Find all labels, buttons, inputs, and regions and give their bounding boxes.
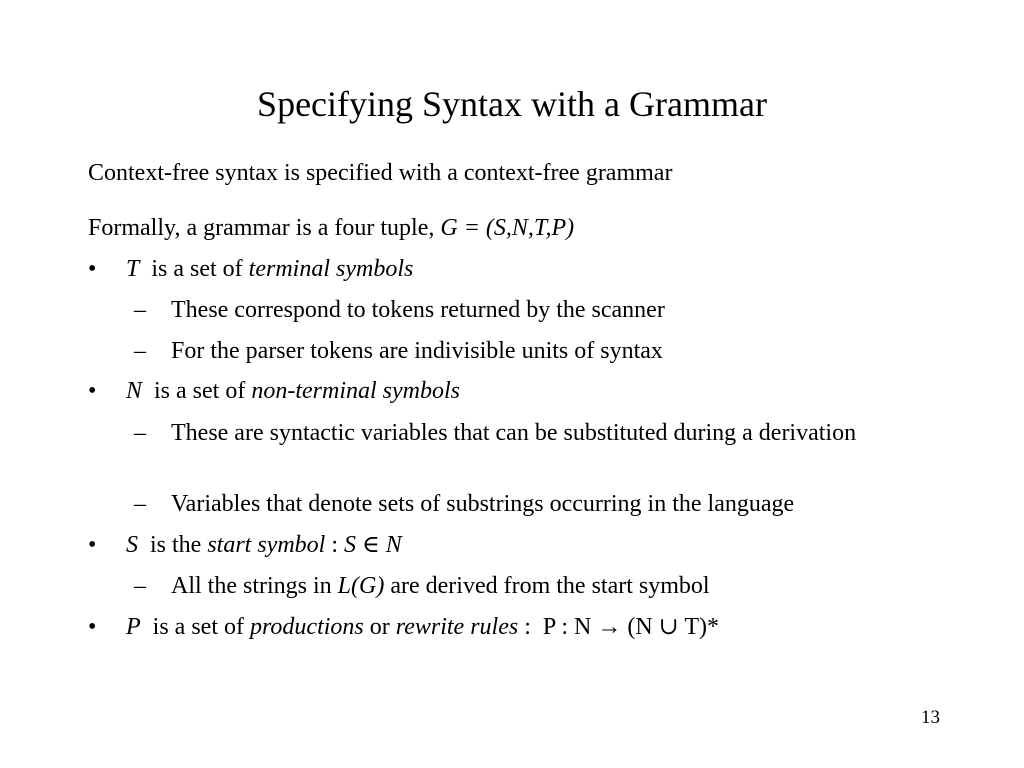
dash-icon: – <box>134 338 146 364</box>
bullet-symbol-t: T <box>126 256 140 282</box>
bullet-symbol-n: N <box>126 378 143 404</box>
term-rewrite-rules: rewrite rules <box>395 614 519 640</box>
bullet-productions <box>126 612 719 642</box>
term-productions: productions <box>249 614 364 640</box>
bullet-terminal-symbols <box>126 254 413 284</box>
intro-line-2 <box>88 213 574 243</box>
sub-bullet-n-2: Variables that denote sets of substrings occurring in the language <box>171 491 795 517</box>
dash-icon: – <box>134 420 146 446</box>
page-number: 13 <box>921 707 940 728</box>
bullet-text: is a set of <box>139 256 249 282</box>
bullet-icon: • <box>88 532 97 558</box>
bullet-text: is the <box>138 532 208 558</box>
formula-s: S <box>344 532 357 558</box>
element-of-symbol: ∈ <box>356 532 386 558</box>
separator: : <box>325 532 345 558</box>
bullet-symbol-p: P <box>126 614 141 640</box>
bullet-text: is a set of <box>140 614 250 640</box>
language-lg: L(G) <box>337 573 385 599</box>
sub-bullet-t-1: These correspond to tokens returned by the scanner <box>171 297 665 323</box>
term-terminal-symbols: terminal symbols <box>248 256 414 282</box>
bullet-icon: • <box>88 614 97 640</box>
sub-bullet-s-1 <box>171 571 710 601</box>
sub-bullet-text: are derived from the start symbol <box>384 573 710 599</box>
dash-icon: – <box>134 297 146 323</box>
term-start-symbol: start symbol <box>207 532 326 558</box>
formula-n: N <box>385 532 402 558</box>
bullet-icon: • <box>88 378 97 404</box>
dash-icon: – <box>134 573 146 599</box>
sub-bullet-n-1: These are syntactic variables that can be substituted during a derivation <box>171 420 857 446</box>
or-text: or <box>363 614 396 640</box>
bullet-start-symbol <box>126 530 402 560</box>
sub-bullet-text: All the strings in <box>171 573 338 599</box>
bullet-non-terminal-symbols <box>126 376 460 406</box>
bullet-text: is a set of <box>142 378 252 404</box>
production-rule: : P : N → (N ∪ T)* <box>518 614 719 640</box>
bullet-icon: • <box>88 256 97 282</box>
grammar-tuple-formula: G = (S,N,T,P) <box>440 215 575 241</box>
intro-line-2-text: Formally, a grammar is a four tuple, <box>88 215 441 241</box>
slide-title: Specifying Syntax with a Grammar <box>257 84 767 124</box>
bullet-symbol-s: S <box>126 532 138 558</box>
sub-bullet-t-2: For the parser tokens are indivisible units of syntax <box>171 338 663 364</box>
term-non-terminal-symbols: non-terminal symbols <box>251 378 460 404</box>
dash-icon: – <box>134 491 146 517</box>
intro-line-1: Context-free syntax is specified with a context-free grammar <box>88 160 673 186</box>
